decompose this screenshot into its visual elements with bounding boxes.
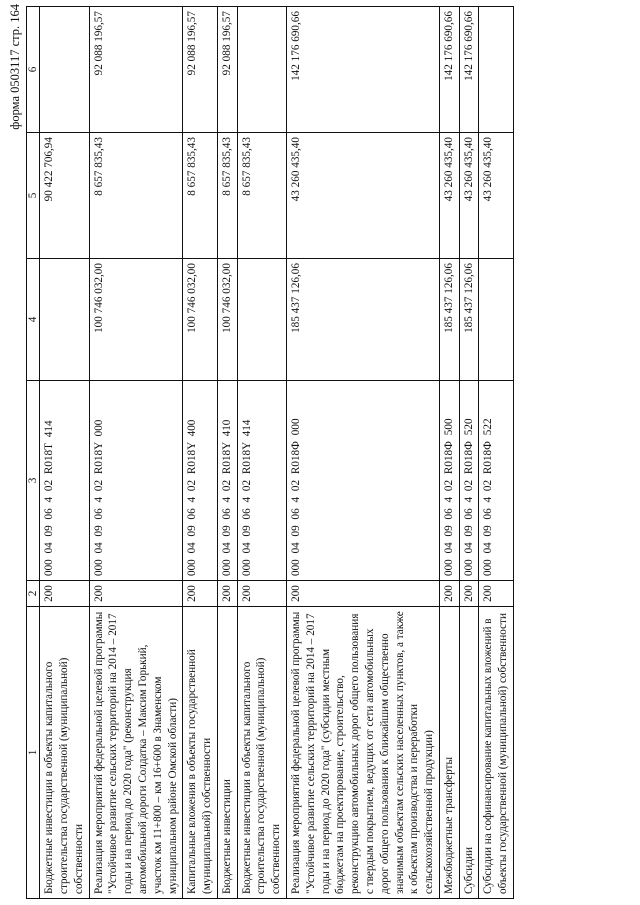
item-name: Реализация мероприятий федеральной целевой программы "Устойчивое развитие сельских территорий на 2014 – 2017 годы и на период до 2020 года" (субсидии местным бюджетам на проектирование, строительство, реконструкцию автомобильных дорог общего пользования с твердым покрытием, ведущих от сети автомобильных дорог общего пользования к ближайшим общественно значимым объектам сельских населенных пунктов, а также к объектам производства и переработки сельскохозяйственной продукции) [287,607,440,899]
table-row [183,7,218,899]
unexecuted-amount: 92 088 196,57 [89,7,183,133]
item-name: Субсидии [459,607,479,899]
column-header: 6 [27,7,40,133]
unexecuted-amount: 142 176 690,66 [439,7,459,133]
item-name: Капитальные вложения в объекты государственной (муниципальной) собственности [183,607,218,899]
column-header: 4 [27,259,40,381]
approved-amount: 185 437 126,06 [439,259,459,381]
table-row [40,7,89,899]
approved-amount: 100 746 032,00 [183,259,218,381]
executed-amount: 43 260 435,40 [479,133,514,259]
form-label: форма 0503117 стр. 164 [8,4,22,130]
executed-amount: 43 260 435,40 [459,133,479,259]
table-row [237,7,286,899]
line-code: 200 [89,581,183,607]
budget-code: 000 04 09 06 4 02 R018Ф 520 [459,381,479,581]
unexecuted-amount: 142 176 690,66 [287,7,440,133]
item-name: Бюджетные инвестиции [217,607,237,899]
item-name: Межбюджетные трансферты [439,607,459,899]
line-code: 200 [183,581,218,607]
unexecuted-amount: 92 088 196,57 [217,7,237,133]
budget-code: 000 04 09 06 4 02 R018Ф 000 [287,381,440,581]
executed-amount: 8 657 835,43 [217,133,237,259]
table-row [287,7,440,899]
executed-amount: 8 657 835,43 [89,133,183,259]
line-code: 200 [287,581,440,607]
approved-amount: 185 437 126,06 [459,259,479,381]
budget-code: 000 04 09 06 4 02 R018Y 000 [89,381,183,581]
budget-code: 000 04 09 06 4 02 R018Ф 500 [439,381,459,581]
column-header: 5 [27,133,40,259]
executed-amount: 43 260 435,40 [287,133,440,259]
column-number-row [27,7,40,899]
unexecuted-amount: 92 088 196,57 [183,7,218,133]
unexecuted-amount: 142 176 690,66 [459,7,479,133]
approved-amount: 185 437 126,06 [287,259,440,381]
unexecuted-amount [479,7,514,133]
column-header: 3 [27,381,40,581]
item-name: Бюджетные инвестиции в объекты капитального строительства государственной (муниципальной) собственности [40,607,89,899]
table-row [217,7,237,899]
approved-amount [40,259,89,381]
column-header: 2 [27,581,40,607]
line-code: 200 [40,581,89,607]
approved-amount: 100 746 032,00 [217,259,237,381]
table-row [479,7,514,899]
line-code: 200 [439,581,459,607]
table-row [89,7,183,899]
budget-code: 000 04 09 06 4 02 R018Y 414 [237,381,286,581]
executed-amount: 90 422 706,94 [40,133,89,259]
budget-code: 000 04 09 06 4 02 R018Т 414 [40,381,89,581]
item-name: Бюджетные инвестиции в объекты капитального строительства государственной (муниципальной) собственности [237,607,286,899]
budget-code: 000 04 09 06 4 02 R018Y 400 [183,381,218,581]
table-row [459,7,479,899]
approved-amount [479,259,514,381]
expenditure-table [26,6,514,899]
line-code: 200 [217,581,237,607]
approved-amount [237,259,286,381]
approved-amount: 100 746 032,00 [89,259,183,381]
column-header: 1 [27,607,40,899]
line-code: 200 [237,581,286,607]
item-name: Субсидии на софинансирование капитальных вложений в объекты государственной (муниципальной) собственности [479,607,514,899]
executed-amount: 43 260 435,40 [439,133,459,259]
executed-amount: 8 657 835,43 [183,133,218,259]
executed-amount: 8 657 835,43 [237,133,286,259]
table-row [439,7,459,899]
unexecuted-amount [40,7,89,133]
unexecuted-amount [237,7,286,133]
line-code: 200 [459,581,479,607]
budget-code: 000 04 09 06 4 02 R018Ф 522 [479,381,514,581]
budget-code: 000 04 09 06 4 02 R018Y 410 [217,381,237,581]
line-code: 200 [479,581,514,607]
item-name: Реализация мероприятий федеральной целевой программы "Устойчивое развитие сельских территорий на 2014 – 2017 годы и на период до 2020 года" (реконструкция автомобильной дороги Солдатка – Максим Горький, участок км 11+800 – км 16+600 в Знаменском муниципальном районе Омской области) [89,607,183,899]
